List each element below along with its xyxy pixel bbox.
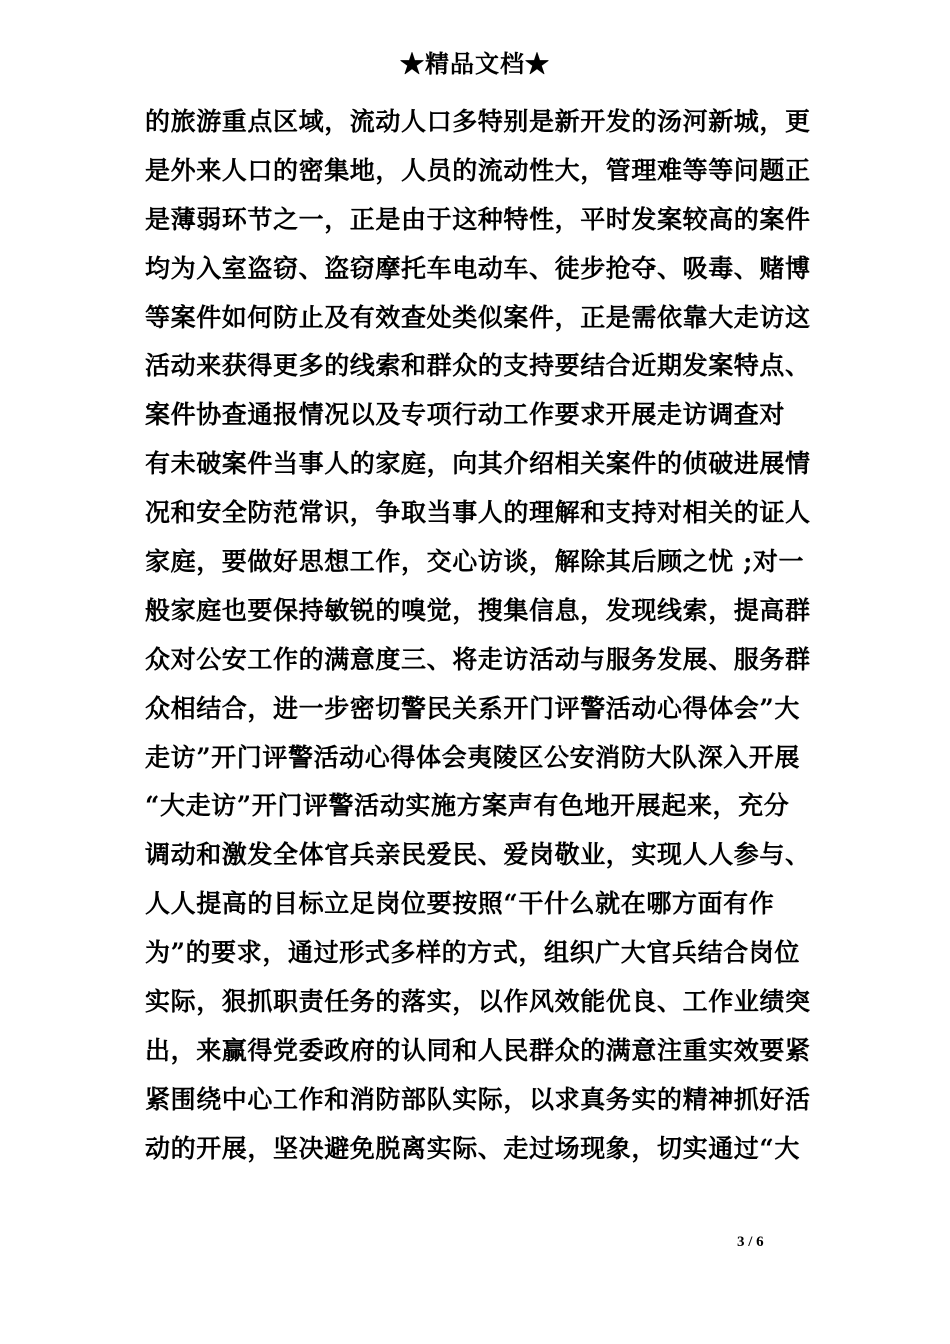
text-line: 调动和激发全体官兵亲民爱民、爱岗敬业，实现人人参与、 <box>145 840 811 870</box>
text-line: 活动来获得更多的线索和群众的支持要结合近期发案特点、 <box>145 351 811 381</box>
page-number: 3 / 6 <box>737 1234 764 1250</box>
text-line: 是薄弱环节之一，正是由于这种特性，平时发案较高的案件 <box>145 204 811 234</box>
text-line: 动的开展，坚决避免脱离实际、走过场现象，切实通过“大 <box>145 1133 800 1163</box>
text-line: 等案件如何防止及有效查处类似案件，正是需依靠大走访这 <box>145 302 811 332</box>
text-line: 是外来人口的密集地，人员的流动性大，管理难等等问题正 <box>145 155 811 185</box>
text-line: 案件协查通报情况以及专项行动工作要求开展走访调查对 <box>145 400 786 430</box>
text-line: 走访”开门评警活动心得体会夷陵区公安消防大队深入开展 <box>145 742 800 772</box>
text-line: “大走访”开门评警活动实施方案声有色地开展起来，充分 <box>145 791 790 821</box>
text-line: 出，来赢得党委政府的认同和人民群众的满意注重实效要紧 <box>145 1035 811 1065</box>
text-line: 众对公安工作的满意度三、将走访活动与服务发展、服务群 <box>145 644 811 674</box>
text-line: 实际，狠抓职责任务的落实，以作风效能优良、工作业绩突 <box>145 987 811 1017</box>
text-line: 的旅游重点区域，流动人口多特别是新开发的汤河新城，更 <box>145 107 811 136</box>
text-line: 紧围绕中心工作和消防部队实际，以求真务实的精神抓好活 <box>145 1084 811 1114</box>
text-line: 有未破案件当事人的家庭，向其介绍相关案件的侦破进展情 <box>145 449 811 479</box>
text-line: 众相结合，进一步密切警民关系开门评警活动心得体会”大 <box>145 693 800 723</box>
text-line: 人人提高的目标立足岗位要按照“干什么就在哪方面有作 <box>145 889 775 919</box>
text-line: 况和安全防范常识，争取当事人的理解和支持对相关的证人 <box>145 498 811 528</box>
document-body <box>145 98 815 1174</box>
page-header: ★精品文档★ <box>400 49 550 78</box>
text-line: 般家庭也要保持敏锐的嗅觉，搜集信息，发现线索，提高群 <box>145 595 811 625</box>
text-line: 为”的要求，通过形式多样的方式，组织广大官兵结合岗位 <box>145 938 800 968</box>
text-line: 均为入室盗窃、盗窃摩托车电动车、徒步抢夺、吸毒、赌博 <box>145 253 811 283</box>
text-line: 家庭，要做好思想工作，交心访谈，解除其后顾之忧 ;对一 <box>145 547 805 577</box>
